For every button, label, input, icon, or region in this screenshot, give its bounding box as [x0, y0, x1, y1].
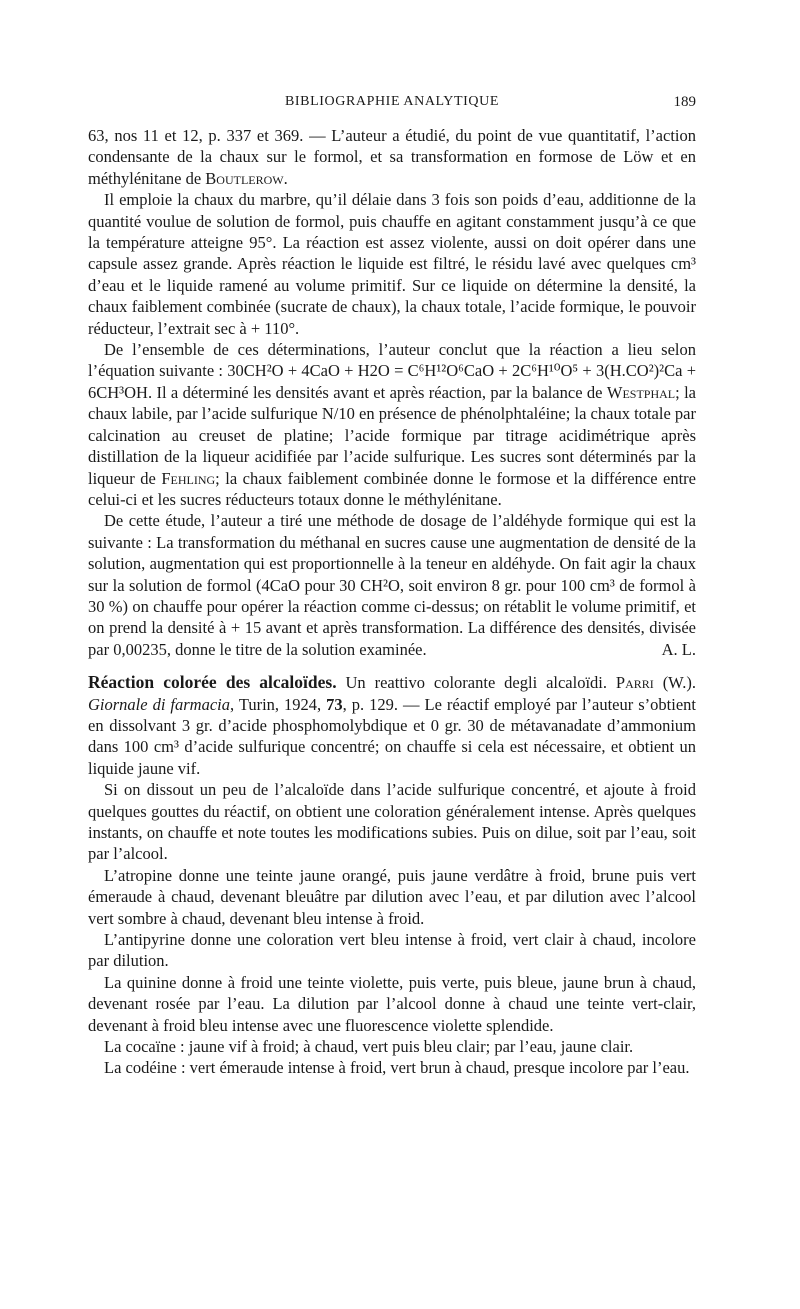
article2-paragraph-quinine: La quinine donne à froid une teinte violette, puis verte, puis bleue, jaune brun à chaud, devenant rosée par l’eau. La dilution par l’alcool donne à chaud une teinte vert-clair, devenant à froid bleu intense avec une fluorescence violette splendide. [88, 972, 696, 1035]
article2-intro-a: Un reattivo colorante degli alcaloïdi. [336, 673, 616, 693]
article1-signature: A. L. [661, 639, 696, 659]
article1-paragraph-3 [88, 339, 696, 510]
author-name-westphal: Westphal [606, 382, 676, 402]
author-name-boutlerow: Boutlerow [205, 168, 284, 188]
article1-p3-text-a: De l’ensemble de ces déterminations, l’auteur conclut que la réaction a lieu selon l’équation suivante : 30CH²O + 4CaO + H2O = C⁶H¹²O⁶CaO + 2C⁶H¹⁰O⁵ + 3(H.CO²)²Ca + 6CH³OH. Il a déterminé les densités avant et après réaction, par la balance de [88, 340, 696, 402]
article1-p1-end: . [283, 168, 288, 188]
article2-intro-b: (W.). [653, 673, 696, 693]
article1-p3-text-b: ; la chaux labile, par l’acide sulfurique N/10 en présence de phénolphtaléine; la chaux totale par calcination au creuset de platine; l’acide formique par titrage acidimétrique après distillation de la liqueur acidifiée par l’acide sulfurique. Les sucres sont déterminés par la liqueur de [88, 382, 696, 488]
article2-intro-d: , p. 129. — Le réactif employé par l’auteur s’obtient en dissolvant 3 gr. d’acide phosphomolybdique et 0 gr. 30 de métavanadate d’ammonium dans 100 cm³ d’acide sulfurique concentré; on chauffe si cela est nécessaire, et obtient un liquide jaune vif. [88, 694, 696, 778]
journal-name: Giornale di farmacia [88, 694, 230, 714]
article2-paragraph-codeine: La codéine : vert émeraude intense à froid, vert brun à chaud, presque incolore par l’eau. [104, 1058, 690, 1078]
author-name-parri: Parri [615, 673, 654, 693]
article1-p4-text: De cette étude, l’auteur a tiré une méthode de dosage de l’aldéhyde formique qui est la suivante : La transformation du méthanal en sucres cause une augmentation de densité de la solution, augmentation qui est proportionnelle à la teneur en aldéhyde. On fait agir la chaux sur la solution de formol (4CaO pour 30 CH²O, soit environ 8 gr. pour 100 cm³ de formol à 30 %) on chauffe pour opérer la réaction comme ci-dessus; on rétablit le volume primitif, et on prend la densité à + 15 avant et après transformation. La différence des densités, divisée par 0,00235, donne le titre de la solution examinée. [88, 511, 696, 659]
author-name-fehling: Fehling [161, 468, 216, 488]
journal-volume: 73 [326, 694, 343, 714]
article1-paragraph-4 [88, 510, 696, 660]
article2-paragraph-atropine: L’atropine donne une teinte jaune orangé, puis jaune verdâtre à froid, brune puis vert émeraude à chaud, devenant bleuâtre par dilution avec l’eau, et par dilution avec l’alcool vert sombre à chaud, devenant bleu intense à froid. [88, 865, 696, 928]
page-body [88, 125, 696, 1079]
article2-intro-c: , Turin, 1924, [230, 694, 327, 714]
article2-paragraph-cocaine: La cocaïne : jaune vif à froid; à chaud, vert puis bleu clair; par l’eau, jaune clair. [104, 1037, 634, 1057]
article1-paragraph-2: Il emploie la chaux du marbre, qu’il délaie dans 3 fois son poids d’eau, additionne de la quantité voulue de solution de formol, puis chauffe en agitant constamment jusqu’à ce que la température atteigne 95°. La réaction est assez violente, aussi on doit opérer dans une capsule assez grande. Après réaction le liquide est filtré, le résidu lavé avec quelques cm³ d’eau et le liquide ramené au volume primitif. Sur ce liquide on détermine la densité, la chaux faiblement combinée (sucrate de chaux), la chaux totale, l’acide formique, le pouvoir réducteur, l’extrait sec à + 110°. [88, 190, 696, 338]
article2-paragraph-antipyrine: L’antipyrine donne une coloration vert bleu intense à froid, vert clair à chaud, incolore par dilution. [88, 930, 696, 971]
article1-paragraph-1 [88, 125, 696, 189]
article2-paragraph-1 [88, 672, 696, 779]
article2-paragraph-2: Si on dissout un peu de l’alcaloïde dans l’acide sulfurique concentré, et ajoute à froid quelques gouttes du réactif, on obtient une coloration généralement intense. Après quelques instants, on chauffe et note toutes les modifications subies. Puis on dilue, soit par l’eau, soit par l’alcool. [88, 780, 696, 864]
article2-title: Réaction colorée des alcaloïdes. [88, 672, 337, 693]
running-title: BIBLIOGRAPHIE ANALYTIQUE [284, 94, 500, 109]
page-number: 189 [673, 94, 696, 110]
article1-p1-text: 63, nos 11 et 12, p. 337 et 369. — L’auteur a étudié, du point de vue quantitatif, l’action condensante de la chaux sur le formol, et sa transformation en formose de Löw et en méthylénitane de [88, 126, 696, 188]
page-header [88, 94, 696, 114]
article1-p3-text-c: ; la chaux faiblement combinée donne le formose et la différence entre celui-ci et les sucres réducteurs totaux donne le méthylénitane. [88, 468, 696, 509]
